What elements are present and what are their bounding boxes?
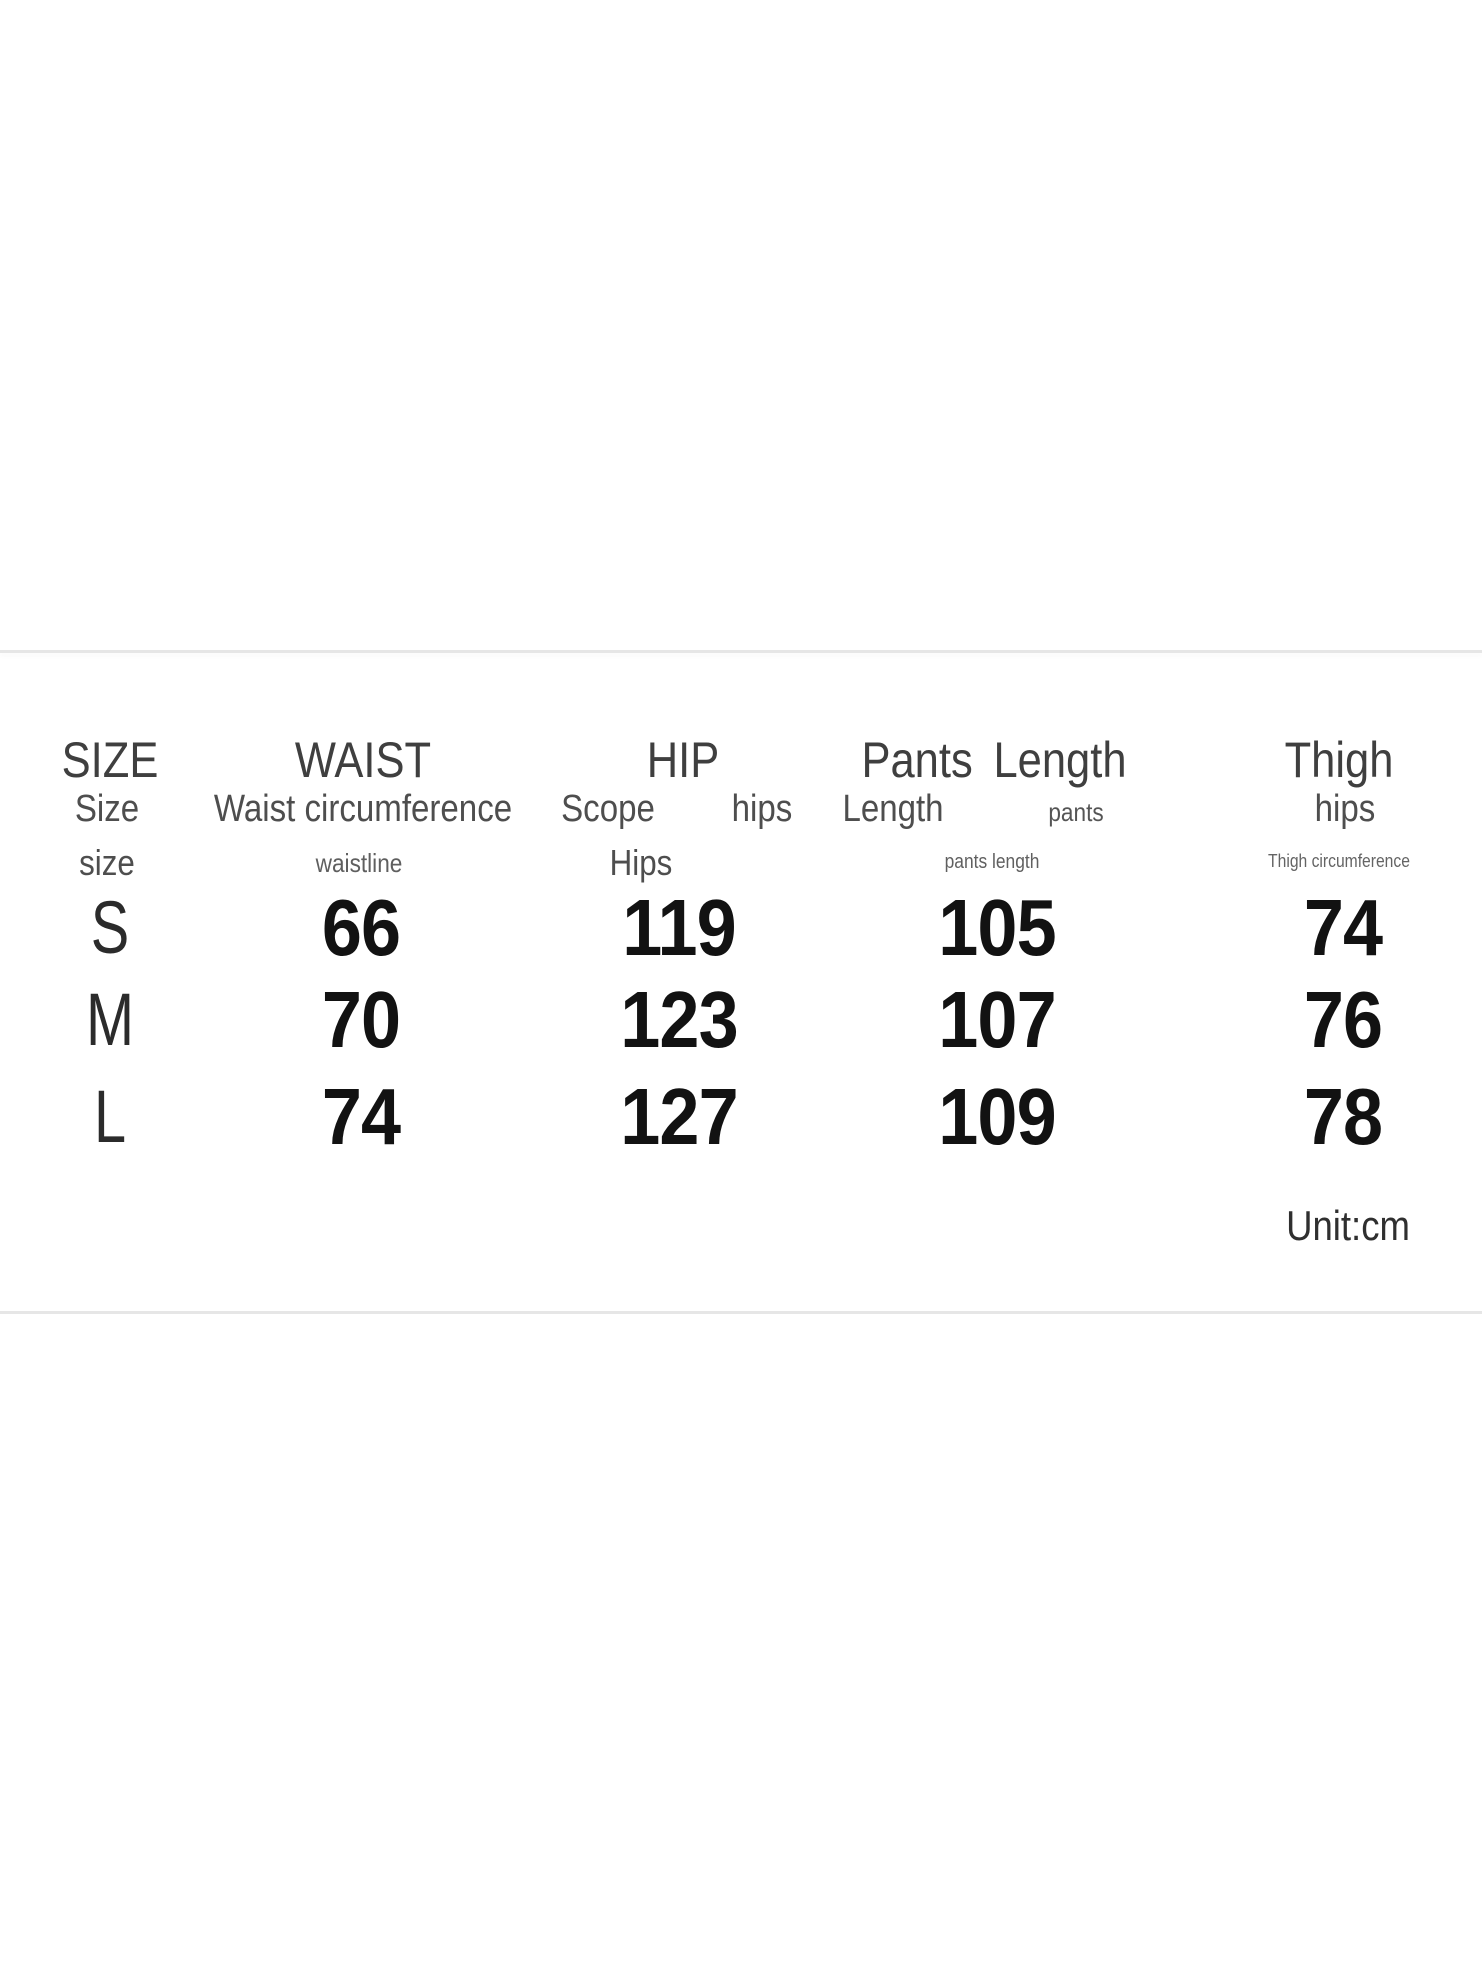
cell-l-size: L [93,1075,127,1158]
header-size: SIZE [61,732,159,788]
subtitle-pants: pants [1048,797,1104,827]
subtitle-thigh-hips: hips [1314,788,1376,830]
cell-l-pants-length: 109 [938,1072,1056,1161]
header-waist: WAIST [294,732,432,788]
caption-thigh-circumference: Thigh circumference [1268,851,1410,871]
caption-waistline: waistline [315,848,403,878]
cell-s-hip: 119 [622,883,736,972]
subtitle-waist: Waist circumference [213,788,513,830]
cell-l-waist: 74 [321,1072,401,1161]
cell-s-size: S [90,886,130,969]
subtitle-length: Length [842,788,944,830]
cell-s-waist: 66 [321,883,401,972]
caption-size: size [79,842,135,883]
cell-s-thigh: 74 [1303,883,1383,972]
cell-m-pants-length: 107 [938,975,1056,1064]
bottom-divider [0,1311,1482,1314]
subtitle-size: Size [74,788,140,830]
unit-label: Unit:cm [1286,1202,1410,1249]
cell-m-hip: 123 [620,975,738,1064]
cell-l-thigh: 78 [1303,1072,1383,1161]
top-divider [0,650,1482,653]
header-thigh: Thigh [1284,732,1394,788]
cell-s-pants-length: 105 [938,883,1056,972]
cell-m-size: M [85,978,135,1061]
cell-m-waist: 70 [321,975,401,1064]
header-pants-length: Pants Length [861,732,1127,788]
header-hip: HIP [646,732,720,788]
subtitle-hip-hips: hips [731,788,793,830]
cell-m-thigh: 76 [1303,975,1383,1064]
subtitle-hip-scope: Scope [561,788,655,830]
caption-hips: Hips [609,842,673,883]
cell-l-hip: 127 [620,1072,738,1161]
caption-pants-length: pants length [944,851,1040,873]
